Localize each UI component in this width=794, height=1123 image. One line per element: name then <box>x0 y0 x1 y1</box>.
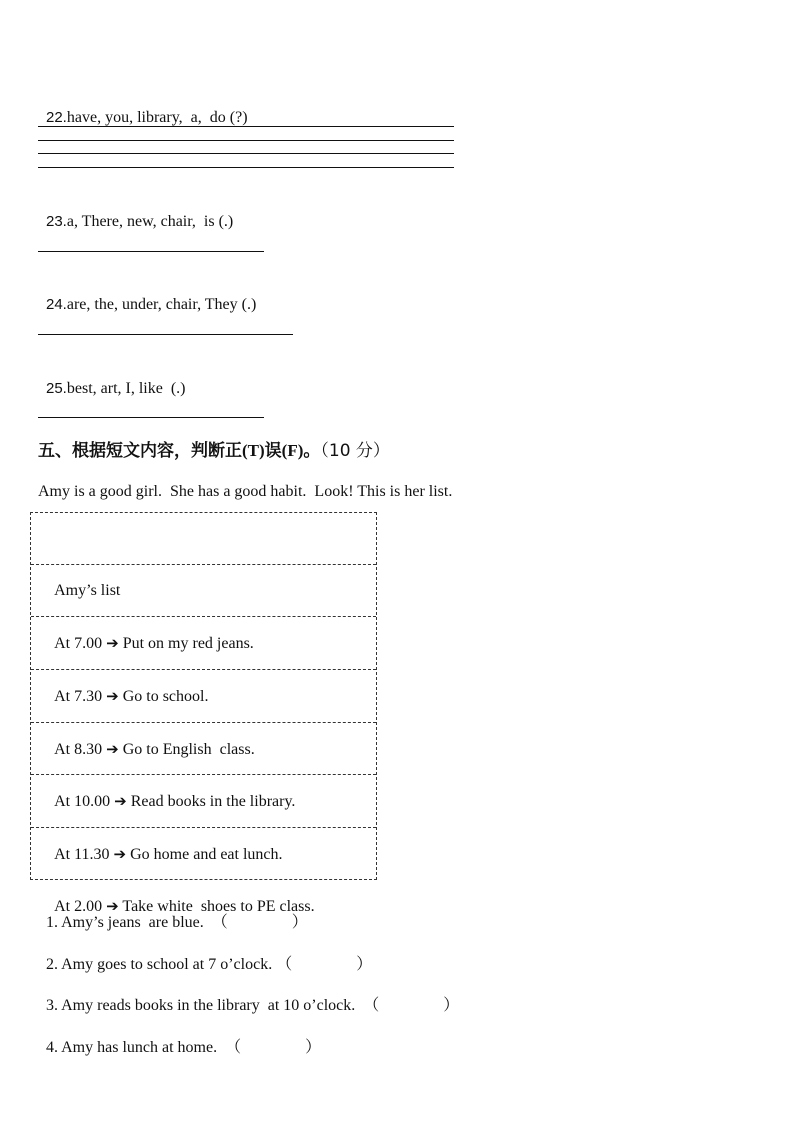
question-23 <box>38 192 233 232</box>
section-5-title: 五、根据短文内容，判断正(T)误(F)。（10 分） <box>38 441 390 461</box>
answer-line[interactable] <box>38 417 264 418</box>
statement-4: 4. Amy has lunch at home. （ ） <box>46 1039 322 1056</box>
answer-blank[interactable]: （ ） <box>211 914 308 931</box>
list-time: At 10.00 <box>54 793 111 810</box>
list-time: At 11.30 <box>54 846 110 863</box>
question-number: 24. <box>46 296 67 313</box>
arrow-right-icon: ➔ <box>106 687 119 705</box>
question-words: have, you, library, a, do (?) <box>66 109 248 126</box>
amy-list-table <box>30 512 377 915</box>
list-activity: Go home and eat lunch. <box>130 846 283 863</box>
answer-line[interactable] <box>38 251 264 252</box>
question-number: 22. <box>46 109 67 126</box>
question-words: best, art, I, like (.) <box>66 380 186 397</box>
answer-line[interactable] <box>38 140 454 141</box>
list-heading: Amy’s list <box>31 513 376 565</box>
list-activity: Read books in the library. <box>130 793 296 810</box>
list-time: At 8.30 <box>54 741 103 758</box>
question-22 <box>38 88 248 128</box>
arrow-right-icon: ➔ <box>106 634 119 652</box>
answer-line[interactable] <box>38 167 454 168</box>
statement-3: 3. Amy reads books in the library at 10 o’clock. （ ） <box>46 997 460 1014</box>
answer-blank[interactable]: （ ） <box>276 956 373 973</box>
list-activity: Go to school. <box>122 688 209 705</box>
section-points: （10 分） <box>320 441 390 461</box>
question-words: are, the, under, chair, They (.) <box>66 296 257 313</box>
list-item <box>31 828 376 915</box>
arrow-right-icon: ➔ <box>106 897 119 915</box>
arrow-right-icon: ➔ <box>114 792 127 810</box>
list-activity: Put on my red jeans. <box>122 635 254 652</box>
list-item <box>31 723 376 810</box>
list-item <box>31 618 376 705</box>
answer-blank[interactable]: （ ） <box>225 1039 322 1056</box>
list-activity: Go to English class. <box>122 741 255 758</box>
question-25 <box>38 359 185 399</box>
list-activity: Take white shoes to PE class. <box>122 898 315 915</box>
arrow-right-icon: ➔ <box>106 740 119 758</box>
list-time: At 2.00 <box>54 898 103 915</box>
question-number: 25. <box>46 380 67 397</box>
list-time: At 7.30 <box>54 688 103 705</box>
answer-line[interactable] <box>38 126 454 127</box>
answer-blank[interactable]: （ ） <box>363 997 460 1014</box>
passage-intro: Amy is a good girl. She has a good habit. Look! This is her list. <box>38 483 453 500</box>
list-item <box>31 671 376 758</box>
arrow-right-icon: ➔ <box>113 845 127 863</box>
statement-2: 2. Amy goes to school at 7 o’clock. （ ） <box>46 956 373 973</box>
list-item <box>31 565 376 652</box>
list-item <box>31 776 376 863</box>
answer-line[interactable] <box>38 334 293 335</box>
statement-1: 1. Amy’s jeans are blue. （ ） <box>46 914 308 931</box>
question-number: 23. <box>46 213 67 230</box>
list-time: At 7.00 <box>54 635 103 652</box>
answer-line[interactable] <box>38 153 454 154</box>
question-24 <box>38 275 256 315</box>
question-words: a, There, new, chair, is (.) <box>66 213 234 230</box>
